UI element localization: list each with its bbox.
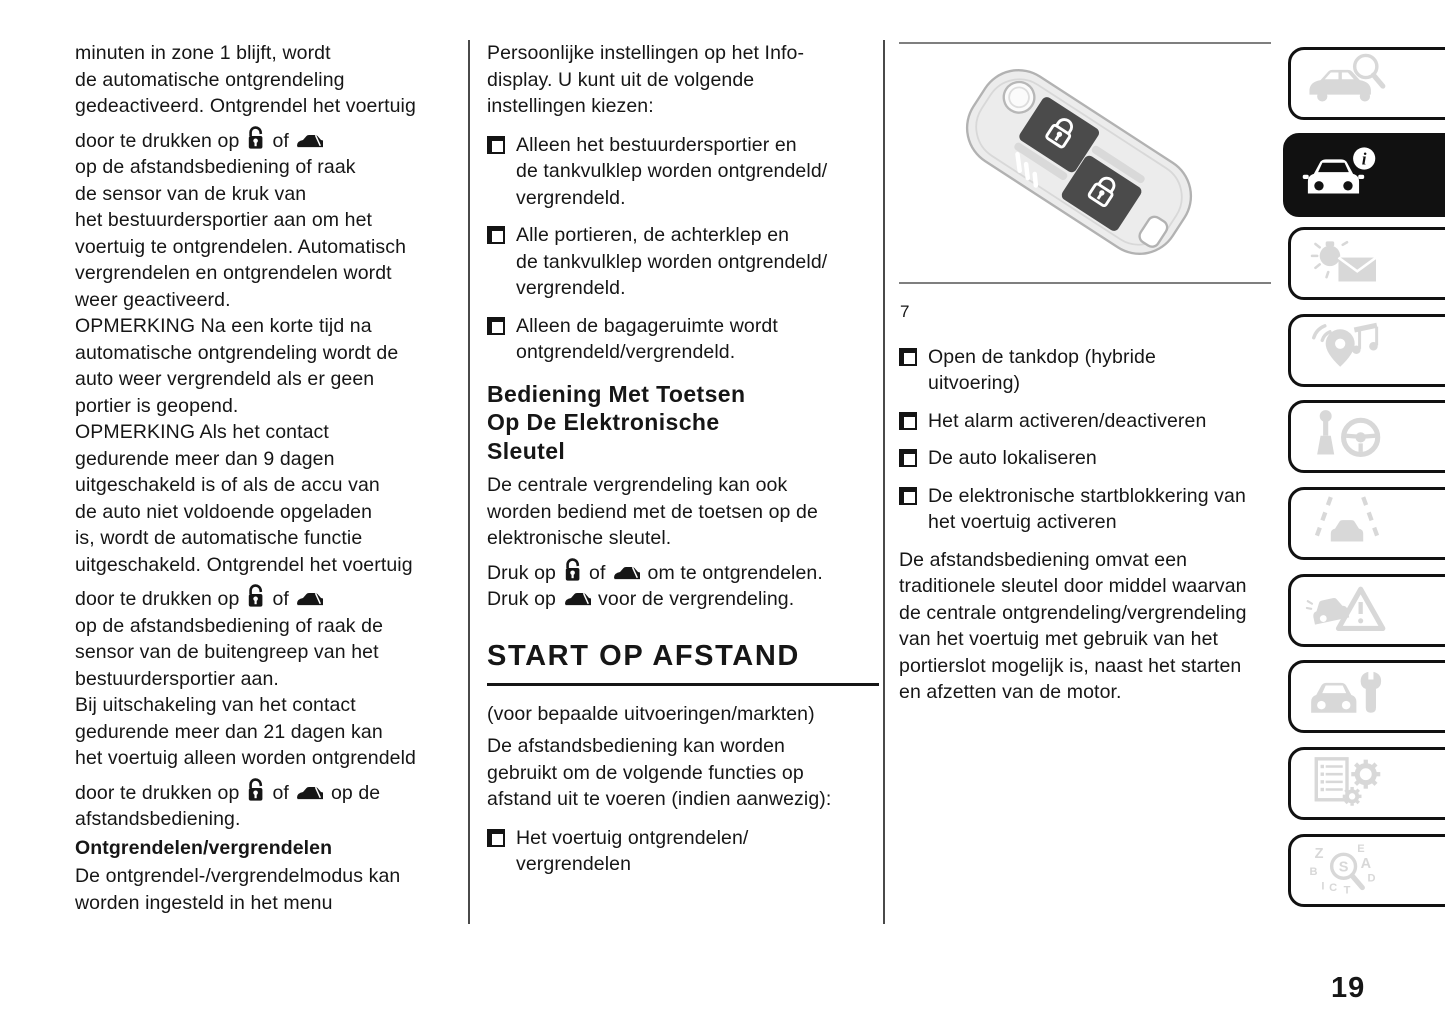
gear-lever-steering-icon — [1303, 405, 1391, 468]
square-bullet-icon — [487, 829, 505, 847]
bullet-text: Het voertuig ontgrendelen/ vergrendelen — [516, 826, 749, 875]
bullet-text: Alle portieren, de achterklep en de tankvulklep worden ontgrendeld/ vergrendeld. — [516, 224, 828, 299]
sidebar-tab-technical-data[interactable] — [1288, 747, 1445, 820]
left-text-column — [75, 40, 473, 918]
paragraph: De ontgrendel-/vergrendelmodus kan worden ingesteld in het menu — [75, 865, 401, 914]
bullet-text: Het alarm activeren/deactiveren — [928, 409, 1207, 432]
bullet-item — [899, 445, 1271, 472]
column-divider — [883, 40, 885, 924]
paragraph: Persoonlijke instellingen op het Info- display. U kunt uit de volgende instellingen kiezen: — [487, 42, 805, 117]
car-icon — [296, 786, 323, 800]
car-magnifier-icon — [1303, 52, 1391, 115]
bullet-item — [487, 222, 879, 302]
bullet-text: Alleen het bestuurdersportier en de tankvulklep worden ontgrendeld/ vergrendeld. — [516, 133, 828, 209]
sidebar-tab-driver-assistance[interactable] — [1288, 487, 1445, 560]
sidebar-tab-service-maintenance[interactable] — [1288, 660, 1445, 733]
svg-text:S: S — [1338, 859, 1349, 876]
square-bullet-icon — [487, 226, 505, 244]
svg-text:I: I — [1321, 880, 1325, 893]
figure-number: 7 — [900, 301, 910, 321]
svg-text:Z: Z — [1314, 845, 1324, 862]
bullet-text: Alleen de bagageruimte wordt ontgrendeld/vergrendeld. — [516, 314, 778, 363]
svg-text:D: D — [1367, 872, 1376, 885]
page-number: 19 — [1331, 972, 1366, 1004]
paragraph: minuten in zone 1 blijft, wordt de automatische ontgrendeling gedeactiveerd. Ontgrendel het voertuig — [75, 42, 416, 117]
key-fob-illustration — [899, 40, 1271, 290]
car-icon — [296, 134, 323, 148]
svg-text:B: B — [1309, 865, 1318, 878]
emergency-triangle-icon — [1303, 579, 1391, 642]
paragraph: (voor bepaalde uitvoeringen/markten) — [487, 702, 815, 725]
bullet-text: De elektronische startblokkering van het voertuig activeren — [928, 484, 1246, 533]
square-bullet-icon — [487, 317, 505, 335]
right-column-text — [899, 344, 1271, 706]
multimedia-icon — [1303, 319, 1391, 382]
svg-text:A: A — [1360, 856, 1372, 872]
paragraph: De centrale vergrendeling kan ook worden bediend met de toetsen op de elektronische sleutel. — [487, 474, 818, 549]
sidebar-tab-warning-lights-messages[interactable] — [1288, 227, 1445, 300]
unlock-icon — [247, 778, 265, 803]
square-bullet-icon — [899, 449, 917, 467]
bullet-item — [487, 132, 879, 212]
car-icon — [296, 592, 323, 606]
middle-text-column — [487, 40, 879, 889]
square-bullet-icon — [899, 487, 917, 505]
bold-subheading: Ontgrendelen/vergrendelen — [75, 836, 333, 859]
svg-text:i: i — [1361, 148, 1367, 168]
spacer — [487, 815, 879, 825]
sidebar-tab-multimedia[interactable] — [1288, 314, 1445, 387]
figure-key-fob — [899, 40, 1271, 322]
unlock-icon — [564, 558, 582, 583]
bullet-item — [487, 825, 879, 878]
sidebar-tab-starting-driving[interactable] — [1288, 400, 1445, 473]
unlock-icon — [247, 126, 265, 151]
bullet-text: Open de tankdop (hybride uitvoering) — [928, 345, 1156, 394]
paragraph: door te drukken op of op de afstandsbediening of raak de sensor van de kruk van het bestuurdersportier aan om het voertuig te ontgrendelen. Automatisch vergrendelen en ontgrendelen wordt weer geactiveerd. OPMERKING Na een korte tijd na automatische ontgrendeling wordt de auto weer vergrendeld als er geen portier is geopend. OPMERKING Als het contact gedurende meer dan 9 dagen uitgeschakeld is of als de accu van de auto niet voldoende opgeladen is, wordt de automatische functie uitgeschakeld. Ontgrendel het voertuig — [75, 126, 473, 579]
bullet-item — [487, 313, 879, 366]
paragraph: Druk op of om te ontgrendelen. Druk op voor de vergrendeling. — [487, 558, 879, 613]
svg-text:C: C — [1329, 882, 1338, 895]
square-bullet-icon — [899, 348, 917, 366]
sidebar-tab-emergency[interactable] — [1288, 574, 1445, 647]
car-icon — [613, 566, 640, 580]
car-icon — [564, 592, 591, 606]
bullet-item — [899, 483, 1271, 536]
right-text-column — [899, 40, 1271, 708]
paragraph: De afstandsbediening kan worden gebruikt om de volgende functies op afstand uit te voeren (indien aanwezig): — [487, 735, 832, 810]
car-info-icon — [1298, 144, 1386, 207]
bullet-text: De auto lokaliseren — [928, 447, 1097, 469]
svg-text:T: T — [1343, 884, 1351, 897]
sidebar-tab-car-information[interactable] — [1283, 133, 1445, 217]
column-divider — [468, 40, 470, 924]
square-bullet-icon — [899, 412, 917, 430]
paragraph: door te drukken op of op de afstandsbediening. — [75, 778, 473, 833]
square-bullet-icon — [487, 136, 505, 154]
spacer — [487, 122, 879, 132]
sidebar-tab-alphabetical-index[interactable] — [1288, 834, 1445, 907]
bullet-item — [899, 408, 1271, 435]
sub-heading: Bediening Met Toetsen Op De Elektronische Sleutel — [487, 380, 746, 464]
warning-light-message-icon — [1303, 232, 1391, 295]
alphabetical-index-icon — [1303, 839, 1391, 902]
car-wrench-icon — [1303, 665, 1391, 728]
section-heading: START OP AFSTAND — [487, 640, 879, 686]
bullet-item — [899, 344, 1271, 397]
paragraph: De afstandsbediening omvat een traditionele sleutel door middel waarvan de centrale ontgrendeling/vergrendeling van het voertuig met gebruik van het portierslot mogelijk is, naast het starten en afzetten van de motor. — [899, 548, 1247, 703]
unlock-icon — [247, 584, 265, 609]
sidebar-tab-know-the-car[interactable] — [1288, 47, 1445, 120]
paragraph: door te drukken op of op de afstandsbediening of raak de sensor van de buitengreep van het bestuurdersportier aan. Bij uitschakeling van het contact gedurende meer dan 21 dagen kan het voertuig alleen worden ontgrendeld — [75, 584, 473, 772]
svg-text:E: E — [1357, 842, 1365, 855]
lane-assist-icon — [1303, 492, 1391, 555]
spec-gears-icon — [1303, 752, 1391, 815]
